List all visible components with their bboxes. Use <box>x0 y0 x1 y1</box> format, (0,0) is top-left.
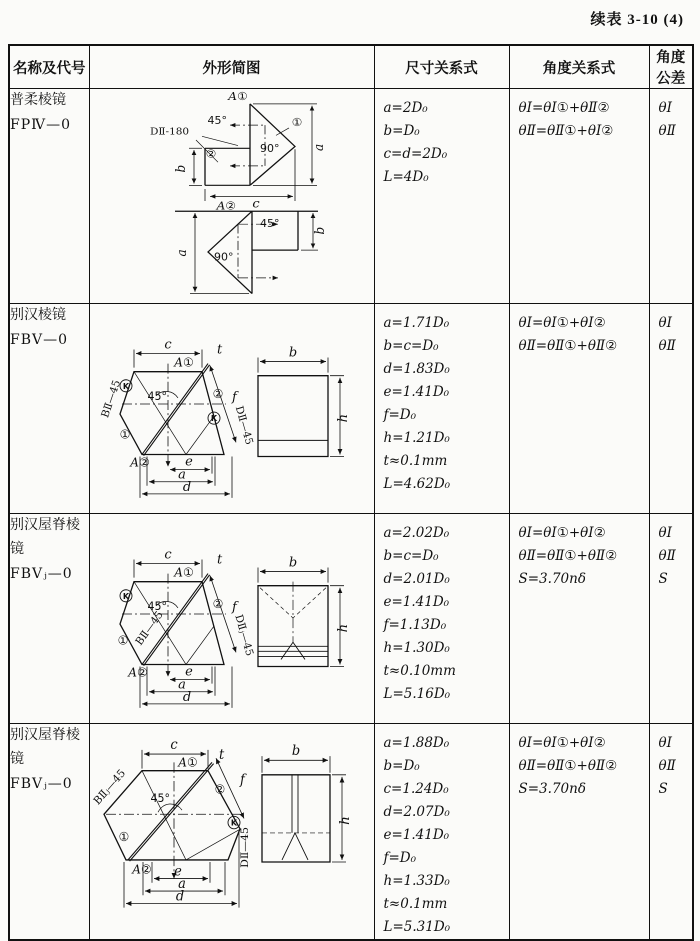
dim-formula: t≈0.1mm <box>383 453 448 469</box>
dim-label-h: h <box>338 816 353 825</box>
angle-formula: θⅠ=θⅠ①+θⅠ② <box>518 735 606 751</box>
dim-label-d: d <box>175 889 185 905</box>
edge-code-d: DⅡⱼ—45 <box>232 613 256 658</box>
part-circle-2: ② <box>214 782 226 797</box>
dims-list <box>375 304 509 496</box>
dim-label-e: e <box>174 864 182 880</box>
table-caption: 续表 3-10 (4) <box>590 12 684 28</box>
angle-label-45: 45° <box>150 791 170 805</box>
tolerance-symbol: θⅡ <box>658 123 676 139</box>
angle-formula: θⅡ=θⅡ①+θⅠ② <box>518 123 614 139</box>
dimension-formulas-cell <box>374 89 509 304</box>
dim-formula: a=2D₀ <box>383 100 428 116</box>
dim-label-f: f <box>232 599 237 615</box>
dim-label-a-top: a <box>310 143 327 151</box>
dim-formula: a=2.02D₀ <box>383 525 450 541</box>
dim-label-b-bottom: b <box>311 226 328 235</box>
tolerance-symbol: θⅠ <box>658 735 672 751</box>
tolerance-symbol: θⅡ <box>658 338 676 354</box>
surface-label-a2: A② <box>130 455 150 470</box>
dims-list <box>375 514 509 706</box>
header-row <box>9 45 693 89</box>
prism-code: FBⅤ—0 <box>10 332 69 348</box>
tolerance-symbol: θⅡ <box>658 758 676 774</box>
tolerance-symbol: θⅠ <box>658 525 672 541</box>
surface-label-a2: A② <box>128 665 148 680</box>
angles-list <box>510 514 649 591</box>
pechan-prism-diagram <box>90 305 373 507</box>
angle-label-90-top: 90° <box>260 143 280 155</box>
dims-list <box>375 89 509 189</box>
angle-formula: θⅠ=θⅠ①+θⅡ② <box>518 100 610 116</box>
part-circle-1: ① <box>291 115 303 129</box>
dim-formula: h=1.21D₀ <box>383 430 450 446</box>
prism-name: 普柔棱镜 <box>10 93 66 108</box>
angle-label-90-bottom: 90° <box>214 251 234 264</box>
dim-label-d: d <box>182 689 192 705</box>
dim-formula: a=1.71D₀ <box>383 315 450 331</box>
dim-formula: f=D₀ <box>383 850 417 866</box>
coating-mark-k: K <box>210 414 218 424</box>
dim-label-b: b <box>288 555 298 571</box>
part-circle-2: ② <box>205 146 217 161</box>
dim-label-f: f <box>232 389 237 405</box>
roof-ridge-lines <box>260 582 326 660</box>
col-header-dimensions: 尺寸关系式 <box>374 45 509 89</box>
coating-mark-k: K <box>122 381 130 391</box>
dim-label-a: a <box>178 467 186 483</box>
tolerance-symbol: S <box>658 781 668 797</box>
angles-list <box>510 304 649 358</box>
angles-list <box>510 724 649 801</box>
col-header-angles: 角度关系式 <box>509 45 649 89</box>
dimension-formulas-cell <box>374 724 509 941</box>
table-row <box>9 304 693 514</box>
dim-formula: a=1.88D₀ <box>383 735 450 751</box>
prism-code: FBⅤⱼ—0 <box>10 566 73 582</box>
prism-name-cell <box>9 514 89 724</box>
dim-label-c: c <box>164 337 172 353</box>
dimension-formulas-cell <box>374 514 509 724</box>
part-circle-2: ② <box>212 386 224 401</box>
prism-figure-cell <box>89 514 374 724</box>
col-header-tolerance: 角度公差 <box>649 45 693 89</box>
surface-label-a1: A① <box>228 90 248 104</box>
pechan-roof-prism-variant-diagram <box>90 725 373 917</box>
edge-code-d: DⅡ—45 <box>238 827 251 868</box>
dim-formula: L=4.62D₀ <box>383 476 451 492</box>
coating-mark-k: K <box>122 591 130 601</box>
tolerance-cell <box>649 724 693 941</box>
dim-formula: d=2.07D₀ <box>383 804 450 820</box>
tolerance-symbol: θⅠ <box>658 100 672 116</box>
col-header-figure: 外形简图 <box>89 45 374 89</box>
side-view <box>258 376 328 457</box>
tolerance-list <box>650 89 693 143</box>
col-header-name: 名称及代号 <box>9 45 89 89</box>
edge-code-d: DⅡ—45 <box>232 404 256 447</box>
prism-name-cell <box>9 724 89 941</box>
dim-formula: e=1.41D₀ <box>383 827 450 843</box>
prism-outline <box>120 364 224 456</box>
table-row <box>9 724 693 941</box>
prism-figure-cell <box>89 304 374 514</box>
edge-code-b: BⅡ—45 <box>99 378 124 420</box>
tolerance-cell <box>649 89 693 304</box>
porro-prism-diagram <box>90 90 373 301</box>
dim-formula: L=5.16D₀ <box>383 686 451 702</box>
dim-formula: t≈0.10mm <box>383 663 456 679</box>
dim-formula: d=2.01D₀ <box>383 571 450 587</box>
tolerance-symbol: S <box>658 571 668 587</box>
part-circle-1: ① <box>118 830 130 845</box>
dimension-formulas-cell <box>374 304 509 514</box>
ray-path <box>106 762 240 878</box>
table-row <box>9 89 693 304</box>
pechan-roof-prism-diagram <box>90 515 373 717</box>
dim-formula: b=D₀ <box>383 123 420 139</box>
dim-formula: c=d=2D₀ <box>383 146 448 162</box>
prism-spec-table <box>8 44 694 941</box>
dim-label-t: t <box>218 748 225 764</box>
part-circle-1: ① <box>119 427 131 442</box>
dim-formula: d=1.83D₀ <box>383 361 450 377</box>
dim-label-c: c <box>170 737 178 753</box>
tolerance-list <box>650 724 693 801</box>
dim-label-h: h <box>336 413 351 423</box>
angle-label-45: 45° <box>147 599 167 613</box>
dim-formula: e=1.41D₀ <box>383 594 450 610</box>
surface-label-a2: A② <box>216 198 237 213</box>
angles-list <box>510 89 649 143</box>
dim-formula: L=5.31D₀ <box>383 919 451 935</box>
dim-formula: L=4D₀ <box>383 169 429 185</box>
dim-label-t: t <box>217 552 223 568</box>
prism-code: FBⅤⱼ—0 <box>10 776 73 792</box>
ray-path <box>122 574 226 677</box>
angle-formula: S=3.70nδ <box>518 781 586 797</box>
dim-label-c: c <box>252 196 260 211</box>
dim-formula: h=1.33D₀ <box>383 873 450 889</box>
dim-label-d: d <box>182 479 192 495</box>
prism-name-cell <box>9 89 89 304</box>
dim-formula: t≈0.1mm <box>383 896 448 912</box>
coating-mark-k: K <box>230 817 238 828</box>
dims-list <box>375 724 509 939</box>
tolerance-list <box>650 304 693 358</box>
surface-label-a1: A① <box>174 355 194 370</box>
tolerance-cell <box>649 514 693 724</box>
dim-label-f: f <box>239 772 245 789</box>
dim-label-a-bottom: a <box>173 249 190 257</box>
prism-code: FPⅣ—0 <box>10 117 72 133</box>
angle-formulas-cell <box>509 724 649 941</box>
dim-formula: f=D₀ <box>383 407 417 423</box>
angle-label-45-bottom: 45° <box>260 218 280 230</box>
angle-label-45: 45° <box>147 389 167 403</box>
dim-formula: e=1.41D₀ <box>383 384 450 400</box>
tolerance-symbol: θⅡ <box>658 548 676 564</box>
angle-formula: θⅡ=θⅡ①+θⅡ② <box>518 548 618 564</box>
edge-code-b: BⅡⱼ—45 <box>90 766 129 808</box>
prism-name: 别汉屋脊棱镜 <box>10 518 80 557</box>
side-view <box>262 775 330 862</box>
angle-formula: θⅠ=θⅠ①+θⅠ② <box>518 315 606 331</box>
angle-formula: θⅡ=θⅡ①+θⅡ② <box>518 338 618 354</box>
roof-ridge-lines <box>262 775 330 860</box>
dim-label-a: a <box>178 876 186 893</box>
dim-formula: b=c=D₀ <box>383 548 439 564</box>
prism-name: 别汉棱镜 <box>10 308 66 323</box>
angle-formulas-cell <box>509 304 649 514</box>
angle-formula: S=3.70nδ <box>518 571 586 587</box>
table-row <box>9 514 693 724</box>
prism-outline <box>117 574 224 666</box>
dim-label-a: a <box>178 677 186 693</box>
dim-label-c: c <box>164 547 172 563</box>
side-view-dims <box>262 756 346 862</box>
dim-formula: h=1.30D₀ <box>383 640 450 656</box>
side-view-dims <box>258 358 344 457</box>
angle-label-45-top: 45° <box>207 115 227 128</box>
dim-formula: b=D₀ <box>383 758 420 774</box>
tolerance-list <box>650 514 693 591</box>
dim-label-b: b <box>288 345 298 361</box>
dim-label-b: b <box>291 743 301 760</box>
prism-name-cell <box>9 304 89 514</box>
dim-formula: c=1.24D₀ <box>383 781 449 797</box>
angle-formulas-cell <box>509 514 649 724</box>
coating-code-d2-180: DⅡ-180 <box>150 126 190 138</box>
surface-label-a1: A① <box>174 565 194 580</box>
tolerance-cell <box>649 304 693 514</box>
dim-label-b-top: b <box>172 164 189 173</box>
dim-formula: f=1.13D₀ <box>383 617 447 633</box>
tolerance-symbol: θⅠ <box>658 315 672 331</box>
angle-formula: θⅡ=θⅡ①+θⅡ② <box>518 758 618 774</box>
surface-label-a1: A① <box>178 755 198 770</box>
prism-figure-cell <box>89 89 374 304</box>
dim-formula: b=c=D₀ <box>383 338 439 354</box>
dim-label-e: e <box>185 664 193 680</box>
dim-label-t: t <box>217 342 223 358</box>
prism-outline <box>172 104 318 294</box>
dim-label-e: e <box>185 454 193 470</box>
angle-formulas-cell <box>509 89 649 304</box>
prism-name: 别汉屋脊棱镜 <box>10 728 80 767</box>
part-circle-2: ② <box>212 596 224 611</box>
part-circle-1: ① <box>117 633 129 648</box>
surface-label-a2: A② <box>132 862 152 877</box>
edge-code-b: BⅡ—45 <box>133 609 166 648</box>
angle-formula: θⅠ=θⅠ①+θⅠ② <box>518 525 606 541</box>
prism-figure-cell <box>89 724 374 941</box>
dim-label-h: h <box>336 623 351 633</box>
